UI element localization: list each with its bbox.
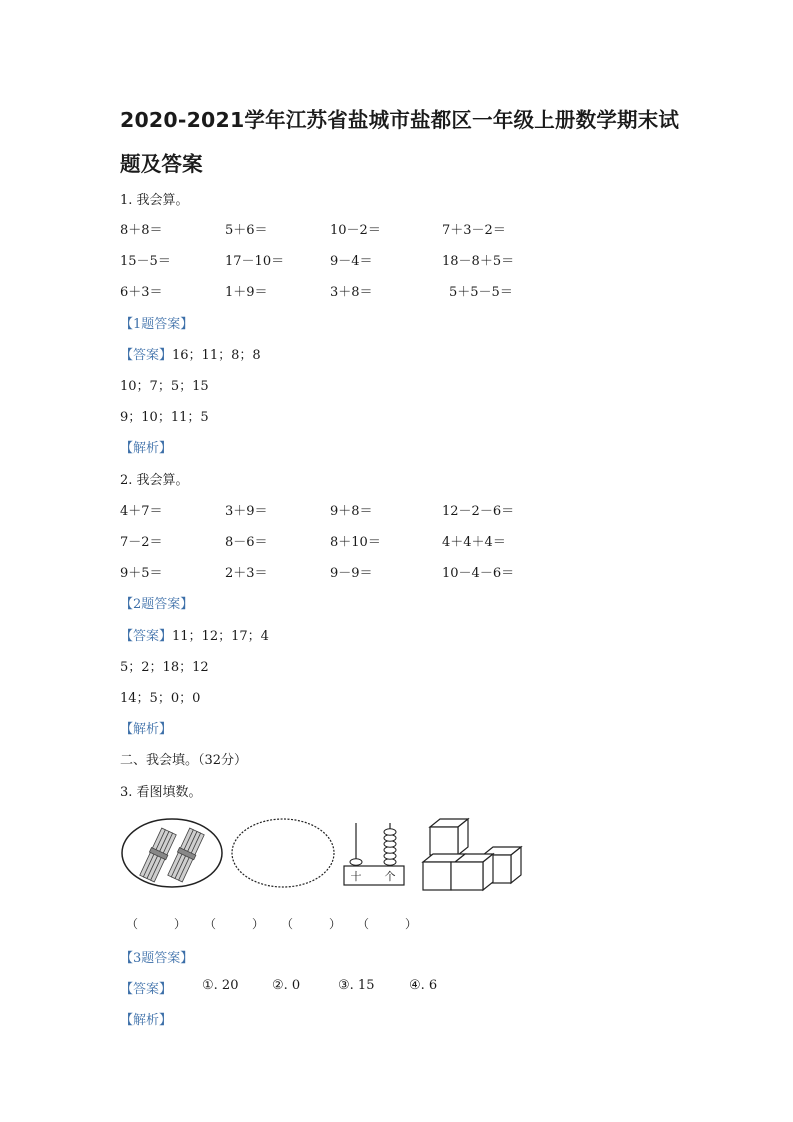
stick-bundles-illustration xyxy=(122,819,222,887)
q2-answer-line: 14；5；0；0 xyxy=(120,691,201,706)
q2-problem: 12－2－6＝ xyxy=(442,504,515,519)
q3-answer-blank: （ ） xyxy=(281,917,342,931)
q3-answer-blank: （ ） xyxy=(126,917,187,931)
q2-problem: 8－6＝ xyxy=(225,535,268,550)
q3-answer-value: ③. 15 xyxy=(338,978,375,993)
q1-problem: 18－8＋5＝ xyxy=(442,254,515,269)
q2-answer-header: 【2题答案】 xyxy=(120,597,194,612)
q1-answer-line xyxy=(120,344,261,363)
q1-answer-header: 【1题答案】 xyxy=(120,317,194,332)
answer-values: 11；12；17；4 xyxy=(172,629,269,644)
document-title-line1: 2020-2021学年江苏省盐城市盐都区一年级上册数学期末试 xyxy=(120,108,680,132)
q3-heading: 3. 看图填数。 xyxy=(120,785,202,800)
q2-problem: 9－9＝ xyxy=(330,566,373,581)
answer-tag: 【答案】 xyxy=(120,629,173,644)
abacus-ones-label: 个 xyxy=(384,870,396,883)
q1-analysis: 【解析】 xyxy=(120,441,173,456)
q3-answer-blank: （ ） xyxy=(204,917,265,931)
q1-problem: 9－4＝ xyxy=(330,254,373,269)
cubes-illustration xyxy=(423,819,521,890)
q1-problem: 5＋6＝ xyxy=(225,223,268,238)
abacus-illustration xyxy=(344,823,404,885)
q3-figure xyxy=(120,815,525,895)
q1-problem: 7＋3－2＝ xyxy=(442,223,506,238)
answer-values: 16；11；8；8 xyxy=(172,348,261,363)
document-title-line2: 题及答案 xyxy=(120,152,203,176)
q3-answer-blank: （ ） xyxy=(357,917,418,931)
q2-problem: 3＋9＝ xyxy=(225,504,268,519)
q1-problem: 1＋9＝ xyxy=(225,285,268,300)
q1-problem: 17－10＝ xyxy=(225,254,285,269)
q2-problem: 4＋7＝ xyxy=(120,504,163,519)
q1-answer-line: 10；7；5；15 xyxy=(120,379,209,394)
q1-answer-line: 9；10；11；5 xyxy=(120,410,209,425)
q3-answer-header: 【3题答案】 xyxy=(120,951,194,966)
q2-problem: 9＋8＝ xyxy=(330,504,373,519)
abacus-tens-label: 十 xyxy=(350,870,362,883)
answer-tag: 【答案】 xyxy=(120,982,173,997)
q1-problem: 6＋3＝ xyxy=(120,285,163,300)
q3-answer-line xyxy=(120,978,172,997)
q1-problem: 3＋8＝ xyxy=(330,285,373,300)
q1-problem: 15－5＝ xyxy=(120,254,171,269)
q2-problem: 10－4－6＝ xyxy=(442,566,515,581)
empty-ellipse xyxy=(232,819,334,887)
q2-problem: 8＋10＝ xyxy=(330,535,381,550)
q2-answer-line: 5；2；18；12 xyxy=(120,660,209,675)
answer-tag: 【答案】 xyxy=(120,348,173,363)
q2-problem: 2＋3＝ xyxy=(225,566,268,581)
q3-answer-value: ②. 0 xyxy=(272,978,301,993)
q1-heading: 1. 我会算。 xyxy=(120,193,189,208)
q2-problem: 4＋4＋4＝ xyxy=(442,535,506,550)
q2-analysis: 【解析】 xyxy=(120,722,173,737)
section-heading: 二、我会填。（32分） xyxy=(120,753,248,768)
q2-heading: 2. 我会算。 xyxy=(120,473,189,488)
q2-problem: 9＋5＝ xyxy=(120,566,163,581)
q3-answer-value: ①. 20 xyxy=(202,978,239,993)
q3-analysis: 【解析】 xyxy=(120,1013,173,1028)
q1-problem: 5＋5－5＝ xyxy=(449,285,513,300)
q2-answer-line xyxy=(120,625,269,644)
q1-problem: 8＋8＝ xyxy=(120,223,163,238)
q1-problem: 10－2＝ xyxy=(330,223,381,238)
q3-answer-value: ④. 6 xyxy=(409,978,438,993)
q2-problem: 7－2＝ xyxy=(120,535,163,550)
